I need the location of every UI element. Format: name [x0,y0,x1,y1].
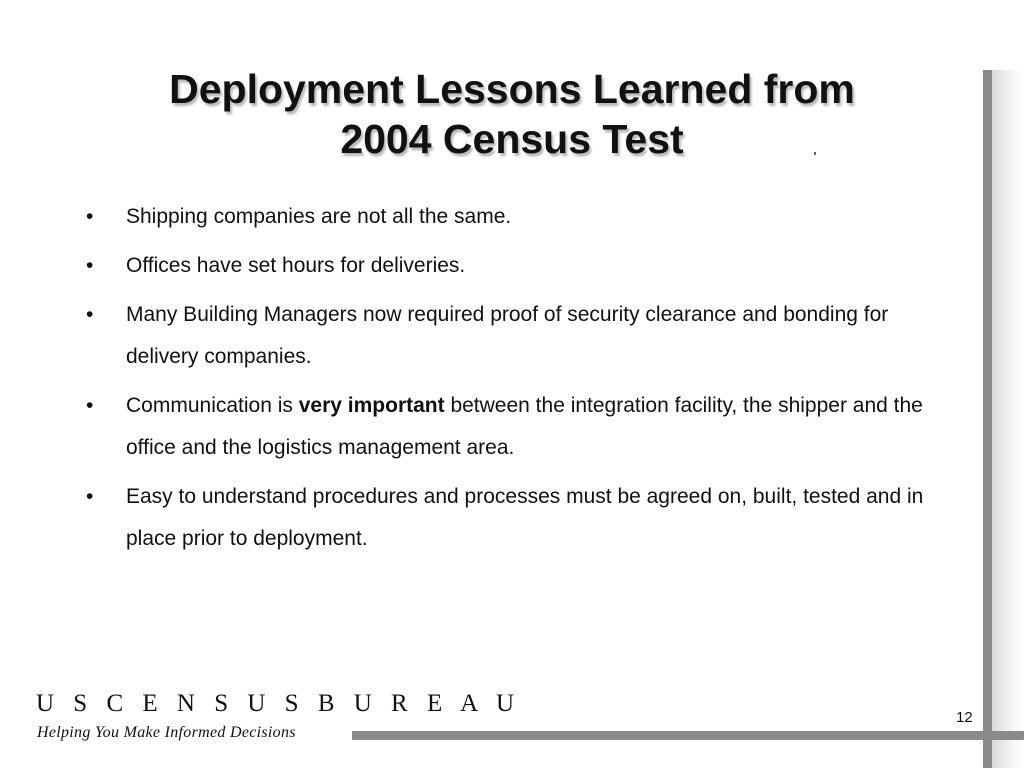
bullet-item-2 [86,245,936,287]
bullet-text: Offices have set hours for deliveries. [126,254,466,277]
bullet-text: Easy to understand procedures and processes must be agreed on, built, tested and in place prior to deployment. [126,485,924,550]
bullet-text-emphasis: very important [298,394,445,417]
census-bureau-tagline: Helping You Make Informed Decisions [37,724,296,741]
bullet-dot: • [86,303,94,326]
bullet-text-before: Communication is [126,394,299,417]
bullet-dot: • [86,394,94,417]
slide-title-line-1: Deployment Lessons Learned from [169,66,855,112]
bullet-item-1 [86,196,936,238]
right-shadow-band [992,70,1024,768]
bottom-horizontal-bar [352,731,1024,740]
bullet-dot: • [86,485,94,508]
bullet-text-after: between the integration facility, the shipper and the office and the logistics management area. [126,394,923,459]
bullet-text: Many Building Managers now required proof of security clearance and bonding for delivery companies. [126,303,889,368]
right-vertical-bar [983,70,992,768]
slide-title [0,64,1024,164]
stray-mark [814,152,816,155]
bullet-text: Shipping companies are not all the same. [126,205,512,228]
bullet-item-5 [86,476,936,560]
bullet-dot: • [86,254,94,277]
census-bureau-logo-text: U S C E N S U S B U R E A U [36,690,521,717]
page-number: 12 [956,709,973,726]
bullet-item-3 [86,294,936,378]
bullet-dot: • [86,205,94,228]
bullet-item-4 [86,385,936,469]
slide-title-line-2: 2004 Census Test [340,116,684,162]
bullet-list [86,196,936,567]
